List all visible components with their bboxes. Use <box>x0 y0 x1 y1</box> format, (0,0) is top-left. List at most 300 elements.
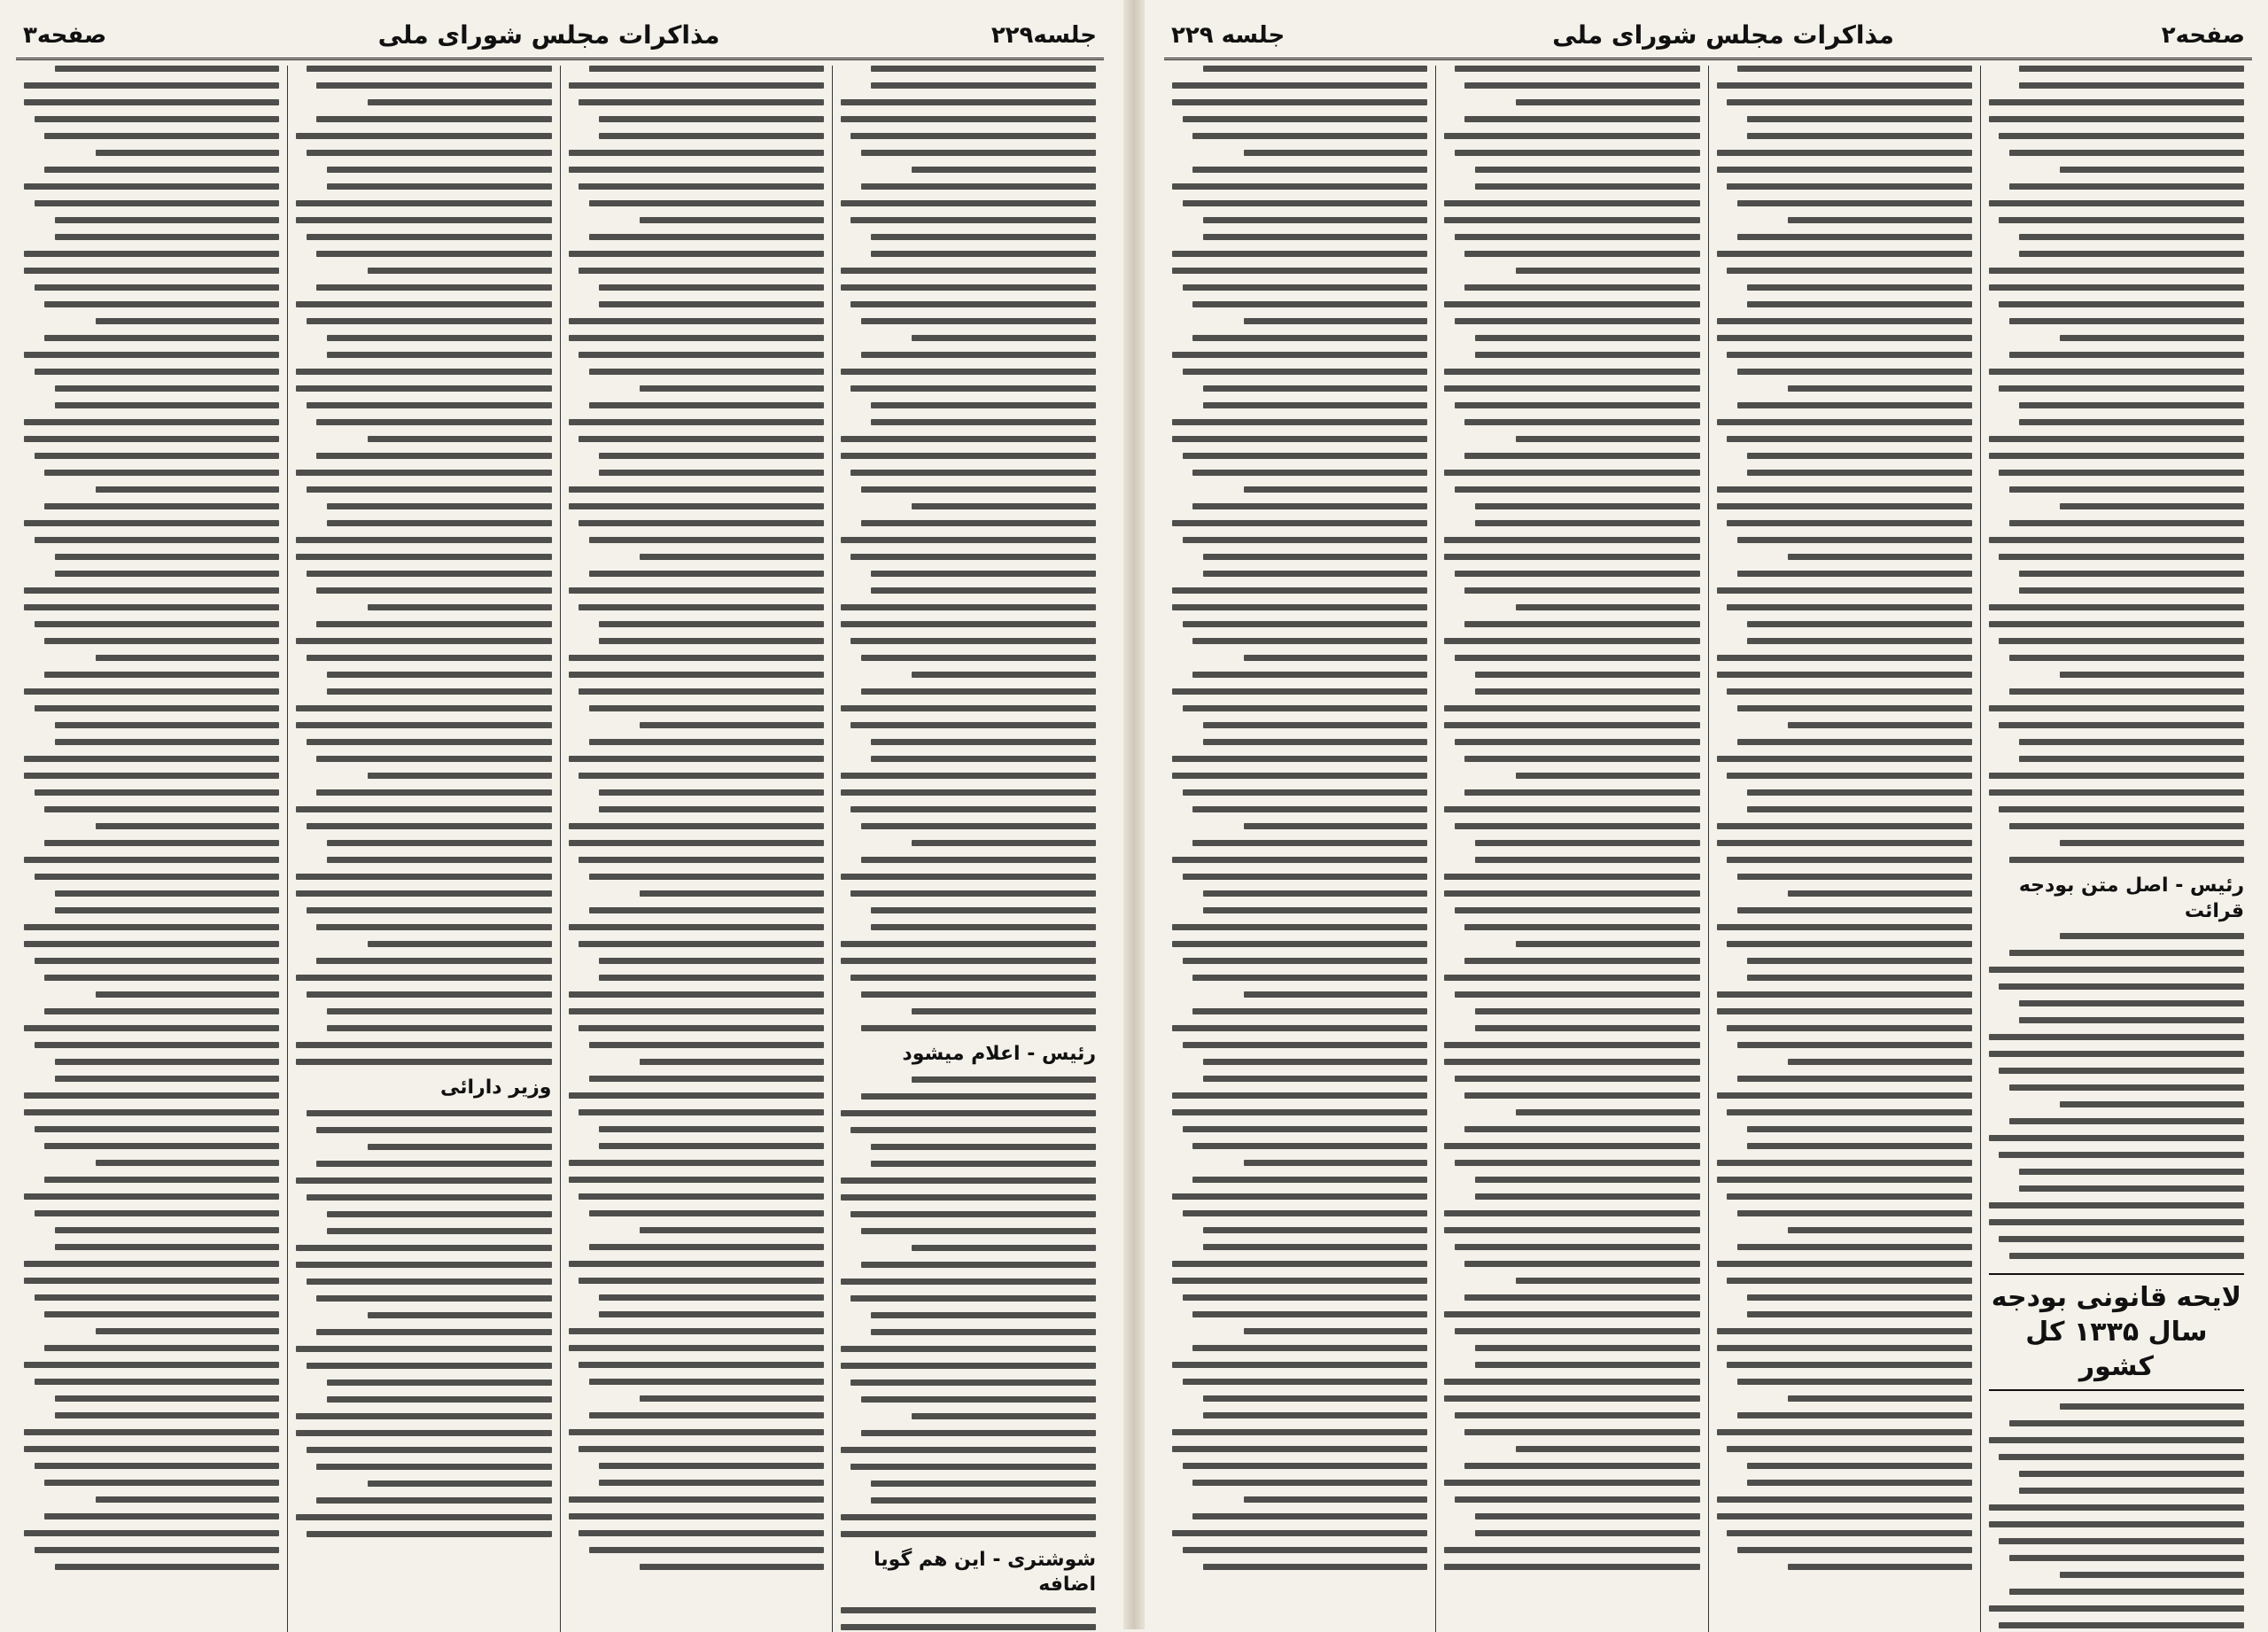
placeholder-text-line <box>1455 1160 1700 1166</box>
placeholder-text-line <box>44 840 279 846</box>
placeholder-text-line <box>1727 773 1972 779</box>
placeholder-text-line <box>1727 941 1972 947</box>
placeholder-text-line <box>1475 1025 1700 1031</box>
placeholder-text-line <box>1444 217 1699 223</box>
placeholder-text-line <box>1464 284 1699 291</box>
placeholder-text-line <box>1747 301 1972 307</box>
placeholder-text-line <box>44 638 279 644</box>
placeholder-text-line <box>1717 1429 1972 1435</box>
page-header <box>1164 12 2252 60</box>
placeholder-text-line <box>841 958 1096 964</box>
placeholder-text-line <box>841 200 1096 206</box>
placeholder-text-line <box>1717 1160 1972 1166</box>
placeholder-text-line <box>871 756 1096 762</box>
placeholder-text-line <box>35 1547 280 1553</box>
placeholder-text-line <box>1717 655 1972 661</box>
text-columns <box>1164 66 2252 1632</box>
placeholder-text-line <box>2019 1488 2244 1494</box>
placeholder-text-line <box>1727 520 1972 526</box>
placeholder-text-line <box>1172 1109 1427 1115</box>
placeholder-text-line <box>296 537 551 543</box>
placeholder-text-line <box>296 1059 551 1065</box>
placeholder-text-line <box>307 402 552 408</box>
placeholder-text-line <box>861 1262 1096 1268</box>
placeholder-text-line <box>1989 268 2244 274</box>
placeholder-text-line <box>316 419 551 425</box>
placeholder-text-line <box>1717 991 1972 998</box>
placeholder-text-line <box>861 688 1096 695</box>
placeholder-text-line <box>2009 950 2244 956</box>
placeholder-text-line <box>599 806 824 812</box>
text-column-4 <box>16 66 287 1632</box>
placeholder-text-line <box>307 991 552 998</box>
placeholder-text-line <box>1989 200 2244 206</box>
placeholder-text-line <box>327 1228 552 1234</box>
placeholder-text-line <box>2009 655 2244 661</box>
placeholder-text-line <box>1516 1446 1700 1452</box>
placeholder-text-line <box>24 99 279 105</box>
placeholder-text-line <box>55 1059 280 1065</box>
placeholder-text-line <box>1989 1034 2244 1040</box>
placeholder-text-line <box>1192 1480 1427 1486</box>
placeholder-text-line <box>569 167 824 173</box>
placeholder-text-line <box>24 773 279 779</box>
placeholder-text-line <box>1444 1059 1699 1065</box>
placeholder-text-line <box>2060 335 2244 341</box>
placeholder-text-line <box>44 672 279 678</box>
placeholder-text-line <box>841 284 1096 291</box>
placeholder-text-line <box>1444 1227 1699 1233</box>
placeholder-text-line <box>96 823 280 829</box>
placeholder-text-line <box>327 183 552 190</box>
placeholder-text-line <box>327 1379 552 1386</box>
placeholder-text-line <box>1999 806 2244 812</box>
placeholder-text-line <box>1183 284 1428 291</box>
page-title: مذاکرات مجلس شورای ملی <box>1552 20 1894 50</box>
placeholder-text-line <box>1989 284 2244 291</box>
placeholder-text-line <box>1788 554 1972 560</box>
placeholder-text-line <box>2009 688 2244 695</box>
placeholder-text-line <box>296 200 551 206</box>
placeholder-text-line <box>841 268 1096 274</box>
placeholder-text-line <box>579 1025 824 1031</box>
placeholder-text-line <box>579 1446 824 1452</box>
placeholder-text-line <box>569 672 824 678</box>
placeholder-text-line <box>1989 967 2244 973</box>
page-title: مذاکرات مجلس شورای ملی <box>377 20 720 50</box>
placeholder-text-line <box>1737 1244 1972 1250</box>
placeholder-text-line <box>1475 1193 1700 1200</box>
placeholder-text-line <box>96 318 280 324</box>
placeholder-text-line <box>1444 385 1699 392</box>
placeholder-text-line <box>1737 571 1972 577</box>
placeholder-text-line <box>1737 234 1972 240</box>
placeholder-text-line <box>1464 453 1699 459</box>
placeholder-text-line <box>1192 301 1427 307</box>
placeholder-text-line <box>368 99 552 105</box>
placeholder-text-line <box>569 756 824 762</box>
placeholder-text-line <box>1203 1059 1428 1065</box>
placeholder-text-line <box>599 958 824 964</box>
placeholder-text-line <box>569 1092 824 1099</box>
placeholder-text-line <box>912 1245 1096 1251</box>
placeholder-text-line <box>2019 82 2244 89</box>
placeholder-text-line <box>1464 958 1699 964</box>
speaker-heading: رئیس - اعلام میشود <box>902 1043 1096 1065</box>
placeholder-text-line <box>55 739 280 745</box>
placeholder-text-line <box>871 571 1096 577</box>
placeholder-text-line <box>1183 369 1428 375</box>
placeholder-text-line <box>1727 1025 1972 1031</box>
placeholder-text-line <box>1737 1076 1972 1082</box>
placeholder-text-line <box>24 251 279 257</box>
placeholder-text-line <box>589 1379 824 1385</box>
placeholder-text-line <box>1455 234 1700 240</box>
placeholder-text-line <box>316 958 551 964</box>
placeholder-text-line <box>55 1227 280 1233</box>
placeholder-text-line <box>1999 722 2244 728</box>
placeholder-text-line <box>850 638 1096 644</box>
placeholder-text-line <box>569 823 824 829</box>
placeholder-text-line <box>55 571 280 577</box>
placeholder-text-line <box>599 975 824 981</box>
placeholder-text-line <box>850 470 1096 476</box>
placeholder-text-line <box>1444 1480 1699 1486</box>
placeholder-text-line <box>1989 453 2244 459</box>
placeholder-text-line <box>1192 672 1427 678</box>
placeholder-text-line <box>861 318 1096 324</box>
placeholder-text-line <box>1475 1362 1700 1368</box>
placeholder-text-line <box>296 1430 551 1436</box>
placeholder-text-line <box>307 1363 552 1369</box>
placeholder-text-line <box>35 1210 280 1216</box>
placeholder-text-line <box>569 924 824 930</box>
placeholder-text-line <box>1455 1328 1700 1334</box>
placeholder-text-line <box>1455 1244 1700 1250</box>
placeholder-text-line <box>296 1177 551 1184</box>
placeholder-text-line <box>579 1193 824 1200</box>
placeholder-text-line <box>1183 1126 1428 1132</box>
placeholder-text-line <box>368 1312 552 1318</box>
placeholder-text-line <box>589 1244 824 1250</box>
placeholder-text-line <box>1464 756 1699 762</box>
text-column-1 <box>832 66 1104 1632</box>
placeholder-text-line <box>1444 874 1699 880</box>
placeholder-text-line <box>1717 167 1972 173</box>
placeholder-text-line <box>871 66 1096 72</box>
placeholder-text-line <box>307 1278 552 1285</box>
placeholder-text-line <box>589 66 824 72</box>
placeholder-text-line <box>599 116 824 122</box>
placeholder-text-line <box>1172 82 1427 89</box>
placeholder-text-line <box>1444 1379 1699 1385</box>
placeholder-text-line <box>44 133 279 139</box>
placeholder-text-line <box>35 789 280 796</box>
placeholder-text-line <box>1464 587 1699 594</box>
placeholder-text-line <box>1737 1210 1972 1216</box>
placeholder-text-line <box>1444 975 1699 981</box>
placeholder-text-line <box>24 756 279 762</box>
placeholder-text-line <box>1747 453 1972 459</box>
placeholder-text-line <box>640 1395 824 1402</box>
placeholder-text-line <box>1989 1135 2244 1141</box>
placeholder-text-line <box>368 436 552 442</box>
placeholder-text-line <box>24 436 279 442</box>
placeholder-text-line <box>1455 486 1700 493</box>
placeholder-text-line <box>35 1042 280 1048</box>
placeholder-text-line <box>640 1059 824 1065</box>
placeholder-text-line <box>1717 150 1972 156</box>
placeholder-text-line <box>44 1177 279 1183</box>
placeholder-text-line <box>1192 1345 1427 1351</box>
placeholder-text-line <box>296 638 551 644</box>
placeholder-text-line <box>1192 840 1427 846</box>
placeholder-text-line <box>368 1480 552 1487</box>
placeholder-text-line <box>599 453 824 459</box>
placeholder-text-line <box>307 150 552 156</box>
placeholder-text-line <box>1455 318 1700 324</box>
placeholder-text-line <box>327 688 552 695</box>
placeholder-text-line <box>2019 1185 2244 1192</box>
placeholder-text-line <box>35 1294 280 1301</box>
placeholder-text-line <box>316 116 551 122</box>
newspaper-page-left <box>0 0 1123 1629</box>
placeholder-text-line <box>569 1345 824 1351</box>
placeholder-text-line <box>2009 150 2244 156</box>
placeholder-text-line <box>1444 1311 1699 1317</box>
placeholder-text-line <box>912 1008 1096 1014</box>
placeholder-text-line <box>1717 1513 1972 1519</box>
placeholder-text-line <box>1999 554 2244 560</box>
placeholder-text-line <box>1444 638 1699 644</box>
placeholder-text-line <box>1183 537 1428 543</box>
placeholder-text-line <box>841 1177 1096 1184</box>
placeholder-text-line <box>1444 890 1699 897</box>
placeholder-text-line <box>1747 470 1972 476</box>
placeholder-text-line <box>1183 1463 1428 1469</box>
placeholder-text-line <box>1192 806 1427 812</box>
placeholder-text-line <box>2009 1555 2244 1561</box>
placeholder-text-line <box>35 284 280 291</box>
placeholder-text-line <box>96 1496 280 1503</box>
placeholder-text-line <box>296 133 551 139</box>
placeholder-text-line <box>55 385 280 392</box>
placeholder-text-line <box>55 402 280 408</box>
placeholder-text-line <box>579 436 824 442</box>
placeholder-text-line <box>316 1161 551 1167</box>
placeholder-text-line <box>640 1227 824 1233</box>
placeholder-text-line <box>296 1262 551 1268</box>
session-number: جلسه ۲۲۹ <box>1171 21 1285 49</box>
placeholder-text-line <box>1172 688 1427 695</box>
placeholder-text-line <box>296 874 551 880</box>
placeholder-text-line <box>1989 537 2244 543</box>
placeholder-text-line <box>871 1480 1096 1487</box>
bill-title-heading: لایحه قانونی بودجه سال ۱۳۳۵ کل کشور <box>1989 1273 2244 1391</box>
placeholder-text-line <box>841 1278 1096 1285</box>
placeholder-text-line <box>2019 1471 2244 1477</box>
placeholder-text-line <box>316 284 551 291</box>
placeholder-text-line <box>307 66 552 72</box>
placeholder-text-line <box>1989 369 2244 375</box>
placeholder-text-line <box>316 1127 551 1133</box>
placeholder-text-line <box>850 890 1096 897</box>
placeholder-text-line <box>579 1530 824 1536</box>
placeholder-text-line <box>327 1211 552 1217</box>
placeholder-text-line <box>1475 503 1700 509</box>
placeholder-text-line <box>1172 857 1427 863</box>
placeholder-text-line <box>569 419 824 425</box>
placeholder-text-line <box>1444 1547 1699 1553</box>
placeholder-text-line <box>1717 1008 1972 1014</box>
placeholder-text-line <box>841 941 1096 947</box>
placeholder-text-line <box>871 419 1096 425</box>
placeholder-text-line <box>569 1513 824 1519</box>
placeholder-text-line <box>1516 773 1700 779</box>
placeholder-text-line <box>35 1379 280 1385</box>
placeholder-text-line <box>1717 924 1972 930</box>
placeholder-text-line <box>1999 385 2244 392</box>
placeholder-text-line <box>1464 1463 1699 1469</box>
placeholder-text-line <box>307 571 552 577</box>
placeholder-text-line <box>1727 1193 1972 1200</box>
placeholder-text-line <box>569 1261 824 1267</box>
placeholder-text-line <box>1989 773 2244 779</box>
placeholder-text-line <box>569 1429 824 1435</box>
placeholder-text-line <box>589 537 824 543</box>
placeholder-text-line <box>589 234 824 240</box>
placeholder-text-line <box>1737 369 1972 375</box>
placeholder-text-line <box>579 99 824 105</box>
placeholder-text-line <box>327 352 552 358</box>
placeholder-text-line <box>327 335 552 341</box>
placeholder-text-line <box>1455 1076 1700 1082</box>
placeholder-text-line <box>1999 1622 2244 1628</box>
placeholder-text-line <box>1727 688 1972 695</box>
placeholder-text-line <box>850 301 1096 307</box>
placeholder-text-line <box>1788 722 1972 728</box>
placeholder-text-line <box>579 352 824 358</box>
placeholder-text-line <box>871 1144 1096 1150</box>
placeholder-text-line <box>1172 183 1427 190</box>
placeholder-text-line <box>599 621 824 627</box>
placeholder-text-line <box>24 688 279 695</box>
placeholder-text-line <box>1475 520 1700 526</box>
placeholder-text-line <box>1999 1068 2244 1074</box>
placeholder-text-line <box>24 924 279 930</box>
placeholder-text-line <box>1183 874 1428 880</box>
placeholder-text-line <box>296 217 551 223</box>
placeholder-text-line <box>2019 66 2244 72</box>
placeholder-text-line <box>1172 1530 1427 1536</box>
placeholder-text-line <box>1172 1278 1427 1284</box>
placeholder-text-line <box>850 217 1096 223</box>
placeholder-text-line <box>2019 402 2244 408</box>
placeholder-text-line <box>316 756 551 762</box>
placeholder-text-line <box>1192 975 1427 981</box>
placeholder-text-line <box>850 1127 1096 1133</box>
placeholder-text-line <box>841 874 1096 880</box>
placeholder-text-line <box>1464 924 1699 930</box>
placeholder-text-line <box>1717 486 1972 493</box>
placeholder-text-line <box>1444 1395 1699 1402</box>
placeholder-text-line <box>1747 133 1972 139</box>
placeholder-text-line <box>569 335 824 341</box>
speaker-heading: وزیر دارائی <box>439 1076 552 1099</box>
placeholder-text-line <box>1999 301 2244 307</box>
placeholder-text-line <box>1989 621 2244 627</box>
text-column-3 <box>287 66 559 1632</box>
placeholder-text-line <box>1444 470 1699 476</box>
placeholder-text-line <box>1989 1437 2244 1443</box>
placeholder-text-line <box>1444 1210 1699 1216</box>
placeholder-text-line <box>1475 1530 1700 1536</box>
placeholder-text-line <box>1717 1092 1972 1099</box>
placeholder-text-line <box>1455 1412 1700 1418</box>
placeholder-text-line <box>1192 470 1427 476</box>
placeholder-text-line <box>2009 520 2244 526</box>
placeholder-text-line <box>1475 183 1700 190</box>
placeholder-text-line <box>1183 116 1428 122</box>
placeholder-text-line <box>1203 1564 1428 1570</box>
placeholder-text-line <box>599 1463 824 1469</box>
placeholder-text-line <box>599 789 824 796</box>
placeholder-text-line <box>579 1362 824 1368</box>
placeholder-text-line <box>1788 385 1972 392</box>
text-column-2 <box>1708 66 1980 1632</box>
placeholder-text-line <box>1444 200 1699 206</box>
placeholder-text-line <box>316 1329 551 1335</box>
placeholder-text-line <box>24 1261 279 1267</box>
placeholder-text-line <box>1727 1530 1972 1536</box>
placeholder-text-line <box>1747 806 1972 812</box>
placeholder-text-line <box>307 823 552 829</box>
placeholder-text-line <box>569 1160 824 1166</box>
placeholder-text-line <box>1464 621 1699 627</box>
placeholder-text-line <box>2019 419 2244 425</box>
placeholder-text-line <box>640 217 824 223</box>
placeholder-text-line <box>316 587 551 594</box>
placeholder-text-line <box>1999 1538 2244 1544</box>
placeholder-text-line <box>589 1076 824 1082</box>
placeholder-text-line <box>1999 1454 2244 1460</box>
placeholder-text-line <box>1788 217 1972 223</box>
placeholder-text-line <box>871 924 1096 930</box>
placeholder-text-line <box>861 1396 1096 1403</box>
placeholder-text-line <box>589 1042 824 1048</box>
placeholder-text-line <box>368 604 552 610</box>
placeholder-text-line <box>35 453 280 459</box>
placeholder-text-line <box>2019 1000 2244 1006</box>
placeholder-text-line <box>1464 82 1699 89</box>
placeholder-text-line <box>850 1464 1096 1470</box>
placeholder-text-line <box>599 1126 824 1132</box>
placeholder-text-line <box>1183 1294 1428 1301</box>
placeholder-text-line <box>841 369 1096 375</box>
placeholder-text-line <box>1172 352 1427 358</box>
placeholder-text-line <box>579 1109 824 1115</box>
placeholder-text-line <box>850 554 1096 560</box>
placeholder-text-line <box>368 773 552 779</box>
placeholder-text-line <box>850 1211 1096 1217</box>
placeholder-text-line <box>2009 1253 2244 1259</box>
placeholder-text-line <box>1747 789 1972 796</box>
placeholder-text-line <box>640 890 824 897</box>
placeholder-text-line <box>1989 1605 2244 1612</box>
placeholder-text-line <box>569 587 824 594</box>
placeholder-text-line <box>569 486 824 493</box>
placeholder-text-line <box>871 907 1096 913</box>
